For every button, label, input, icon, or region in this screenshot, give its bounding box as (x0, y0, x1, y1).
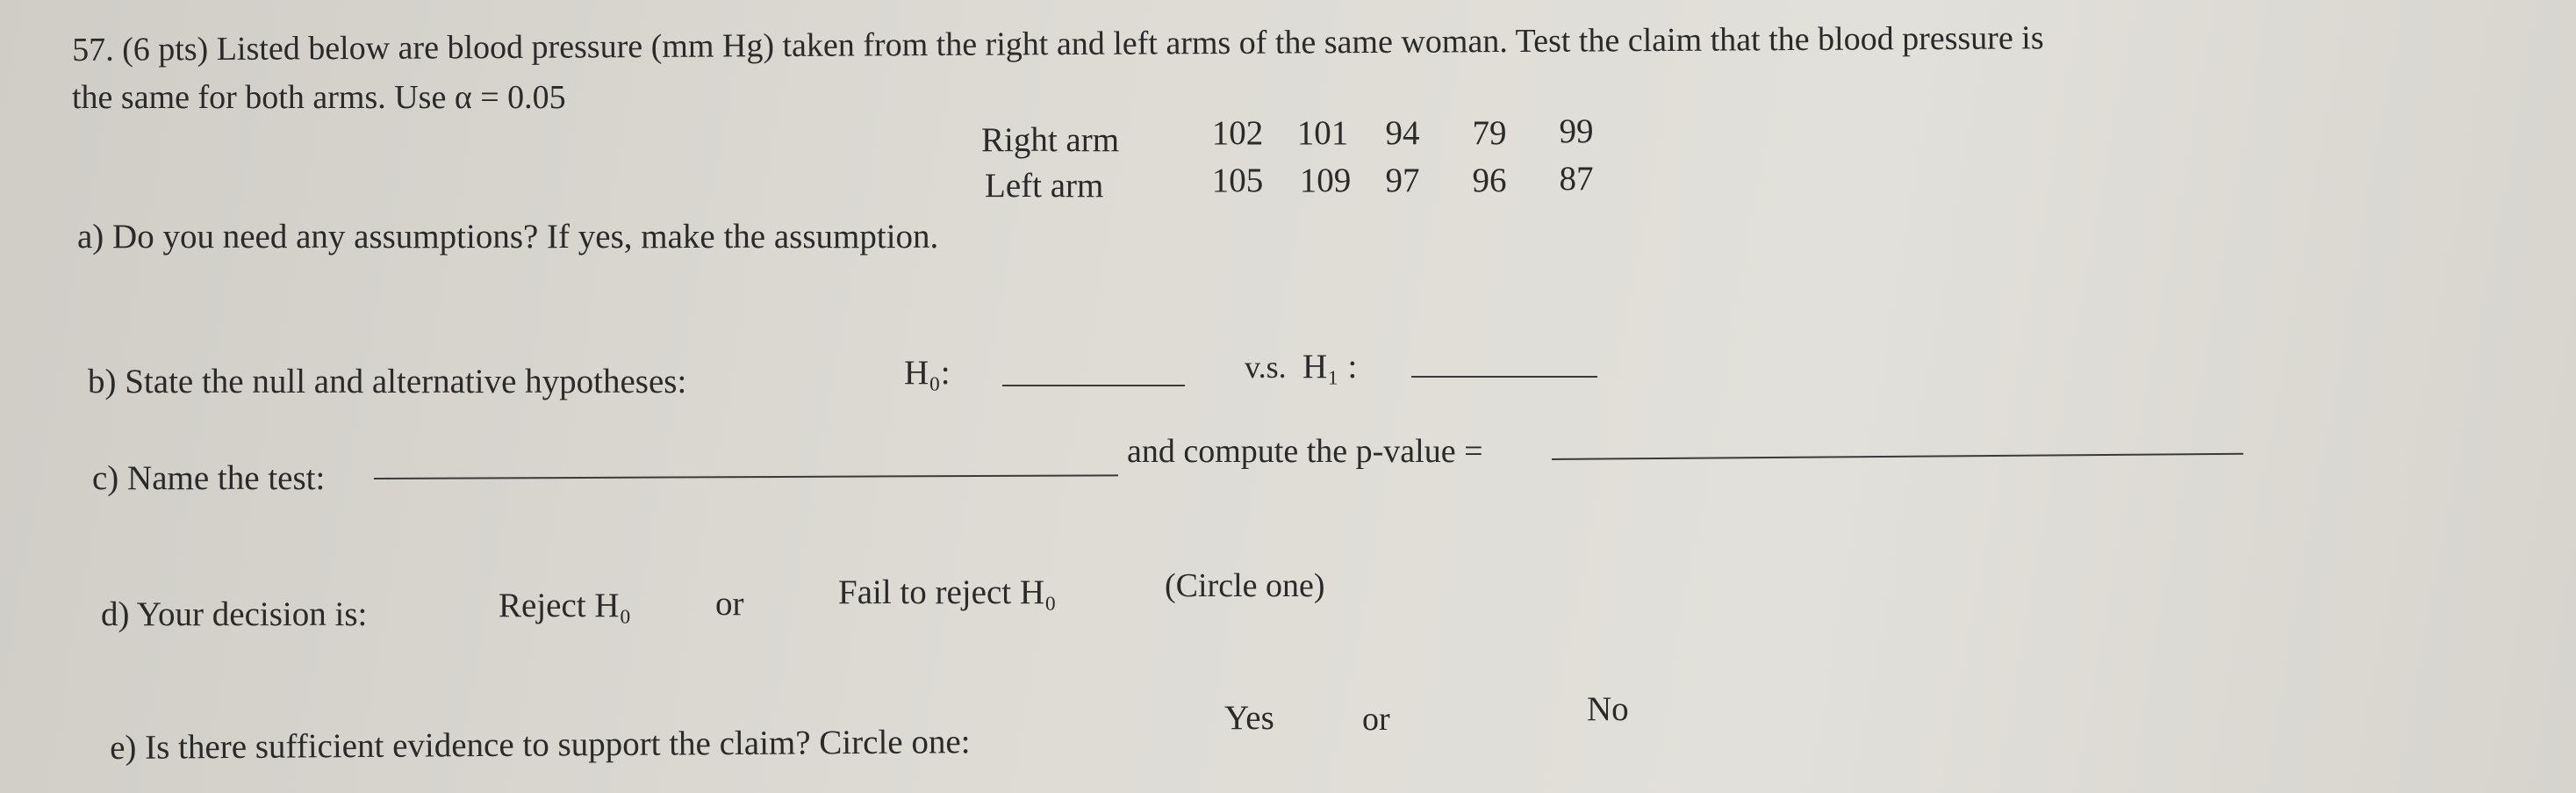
or-label: or (715, 585, 744, 623)
right-arm-value: 99 (1559, 112, 1594, 150)
part-c-question: c) Name the test: (92, 459, 326, 497)
problem-statement-line2: the same for both arms. Use α = 0.05 (72, 79, 566, 116)
yes-option[interactable]: Yes (1224, 699, 1274, 737)
or-label: or (1362, 701, 1390, 738)
test-name-blank[interactable] (374, 474, 1118, 479)
part-b-question: b) State the null and alternative hypotheses: (88, 363, 687, 400)
left-arm-value: 109 (1299, 162, 1352, 199)
right-arm-label: Right arm (981, 121, 1120, 159)
p-value-blank[interactable] (1552, 453, 2243, 460)
left-arm-value: 87 (1559, 160, 1594, 198)
left-arm-value: 96 (1472, 162, 1507, 199)
right-arm-value: 94 (1385, 114, 1420, 152)
null-hypothesis-blank[interactable] (1002, 385, 1185, 386)
right-arm-value: 102 (1211, 114, 1264, 152)
vs-label: v.s. (1245, 350, 1287, 385)
alternative-hypothesis-blank[interactable] (1411, 376, 1597, 378)
right-arm-value: 79 (1472, 114, 1507, 152)
left-arm-value: 105 (1211, 162, 1264, 199)
no-option[interactable]: No (1587, 690, 1629, 728)
problem-statement-line1: 57. (6 pts) Listed below are blood pressure (mm Hg) taken from the right and left arms of the same woman. Test the claim that the blood pressure is (71, 19, 2044, 68)
left-arm-value: 97 (1385, 162, 1420, 199)
circle-one-note: (Circle one) (1165, 567, 1325, 604)
left-arm-label: Left arm (985, 167, 1104, 205)
fail-to-reject-h0-option[interactable]: Fail to reject H₀ (838, 573, 1057, 611)
right-arm-value: 101 (1296, 114, 1349, 152)
part-a-question: a) Do you need any assumptions? If yes, make the assumption. (77, 218, 939, 256)
p-value-label: and compute the p-value = (1127, 433, 1483, 470)
alternative-hypothesis-label: H₁ : (1302, 348, 1358, 386)
part-e-question: e) Is there sufficient evidence to support the claim? Circle one: (109, 723, 971, 767)
null-hypothesis-label: H₀: (904, 354, 951, 392)
reject-h0-option[interactable]: Reject H₀ (499, 587, 632, 624)
part-d-question: d) Your decision is: (101, 595, 368, 633)
